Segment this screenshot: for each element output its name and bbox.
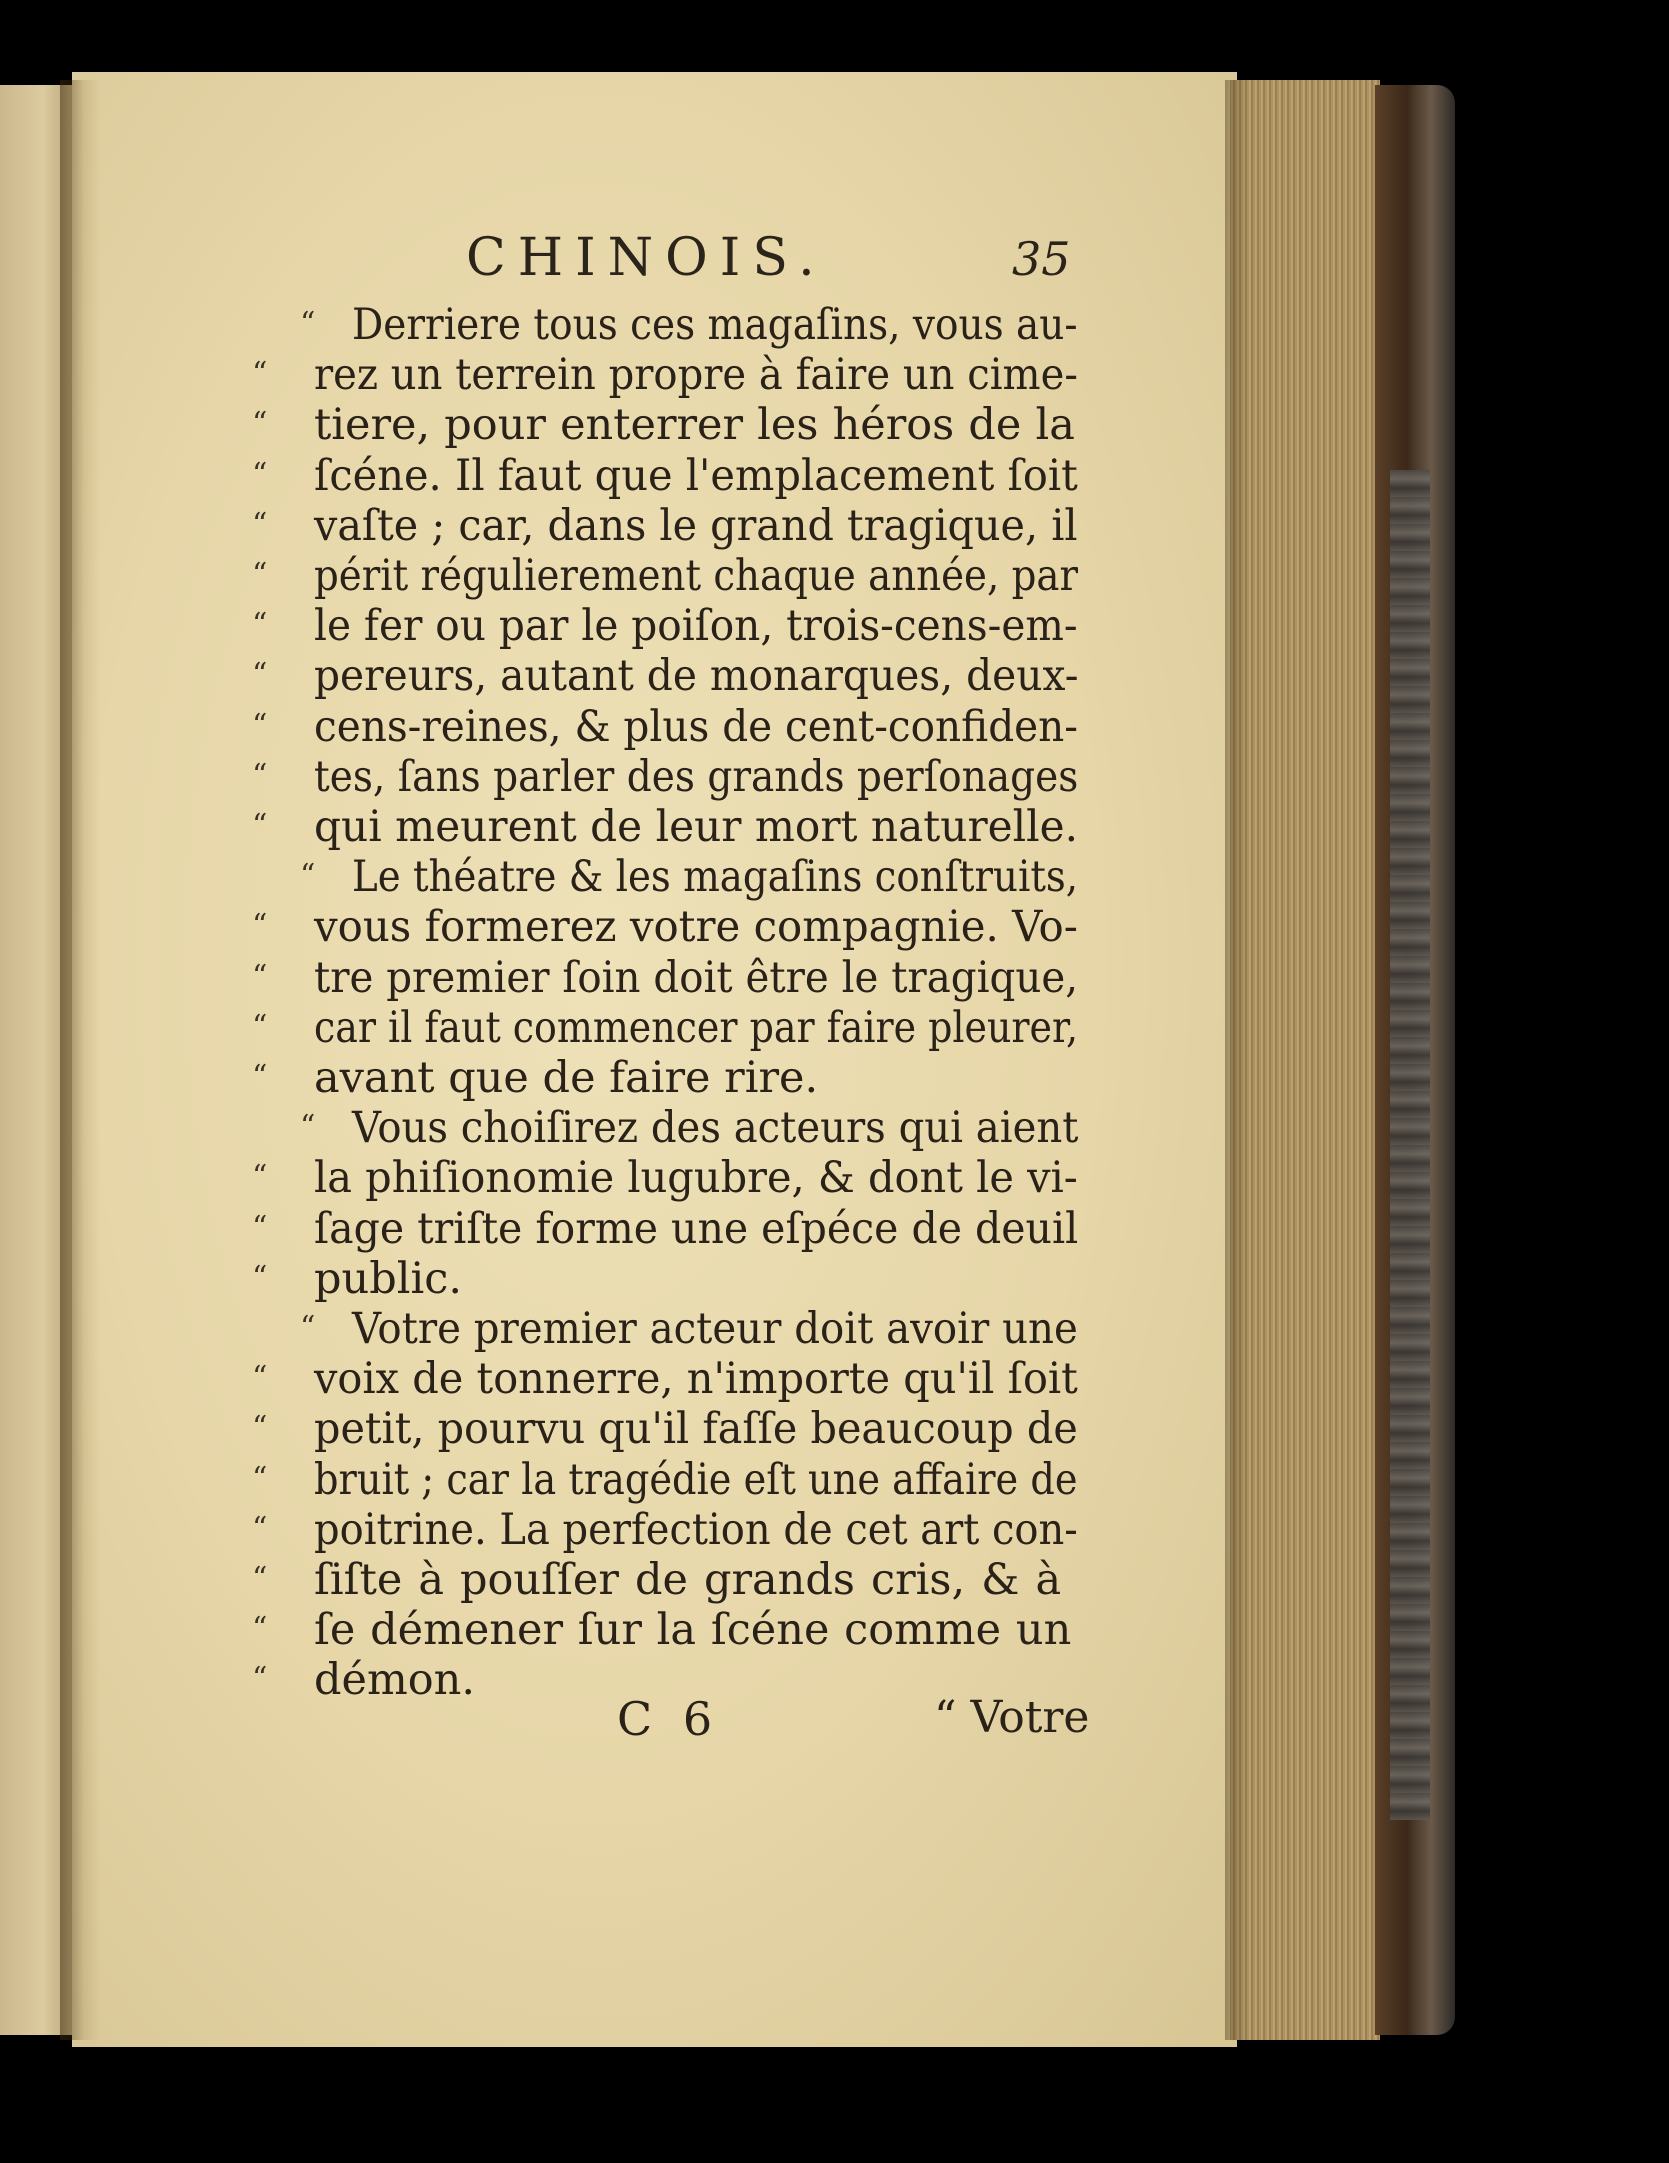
line-text: rez un terrein propre à faire un cime- [314,350,1078,401]
line-text: avant que de faire rire. [314,1053,819,1103]
line-text: voix de tonnerre, n'importe qu'il ſoit [314,1354,1078,1405]
text-line [0,400,1100,450]
line-text: démon. [314,1655,475,1706]
line-text: public. [314,1253,463,1304]
margin-quote-mark: “ [252,607,268,643]
line-text: tes, ſans parler des grands perſonages [314,751,1079,802]
margin-quote-mark: “ [252,808,268,843]
line-text: Vous choiſirez des acteurs qui aient [352,1103,1079,1154]
margin-quote-mark: “ [252,557,268,592]
margin-quote-mark: “ [252,958,268,994]
line-text: cens-reines, & plus de cent-confiden- [314,701,1078,752]
line-text: vous formerez votre compagnie. Vo- [314,902,1078,953]
text-line [0,752,1100,802]
page-block-edges [1230,80,1380,2040]
text-line [0,1053,1100,1103]
margin-quote-mark: “ [252,1259,268,1295]
edge-shadow [1225,80,1249,2040]
text-line [0,551,1100,601]
margin-quote-mark: “ [252,1661,268,1697]
text-line [0,1103,1100,1153]
line-text: bruit ; car la tragédie eſt une affaire de [314,1454,1078,1505]
margin-quote-mark: “ [252,1510,268,1546]
text-line [0,1555,1100,1605]
margin-quote-mark: “ [252,908,268,944]
line-text: pereurs, autant de monarques, deux- [314,651,1079,702]
catchword: “ Votre [934,1692,1090,1743]
margin-quote-mark: “ [252,456,268,492]
margin-quote-mark: “ [252,1460,268,1496]
line-text: la phiſionomie lugubre, & dont le vi- [314,1153,1078,1204]
text-line [0,1254,1100,1304]
line-text: ſcéne. Il faut que l'emplacement ſoit [314,450,1078,501]
line-text: vaſte ; car, dans le grand tragique, il [314,500,1078,551]
margin-quote-mark: “ [252,1008,268,1044]
running-head: CHINOIS. [466,228,827,288]
line-text: ſe démener ſur la ſcéne comme un [314,1605,1072,1656]
text-line [0,802,1100,852]
paragraph-quote-mark: “ [300,1109,316,1145]
page-number: 35 [1012,232,1071,286]
cover-marbling [1390,470,1430,1820]
paragraph-quote-mark: “ [300,306,316,341]
text-line [0,1354,1100,1404]
paragraph-quote-mark: “ [300,1310,316,1345]
text-line [0,852,1100,902]
margin-quote-mark: “ [252,1561,268,1596]
text-line [0,300,1100,350]
line-text: Le théatre & les magaſins conſtruits, [352,852,1079,903]
text-line [0,1204,1100,1254]
margin-quote-mark: “ [252,757,268,793]
margin-quote-mark: “ [252,1209,268,1245]
text-line [0,1003,1100,1053]
line-text: Derriere tous ces magaſins, vous au- [352,300,1078,350]
margin-quote-mark: “ [252,657,268,693]
line-text: ſage triſte forme une eſpéce de deuil [314,1203,1079,1254]
text-line [0,1404,1100,1454]
text-line [0,1455,1100,1505]
margin-quote-mark: “ [252,1360,268,1396]
text-line [0,350,1100,400]
line-text: périt régulierement chaque année, par [314,551,1078,601]
line-text: tiere, pour enterrer les héros de la [314,400,1075,451]
margin-quote-mark: “ [252,406,268,442]
margin-quote-mark: “ [252,1410,268,1446]
line-text: car il faut commencer par faire pleurer, [314,1002,1079,1053]
line-text: poitrine. La perfection de cet art con- [314,1504,1078,1555]
line-text: le fer ou par le poiſon, trois-cens-em- [314,601,1078,652]
text-line [0,651,1100,701]
line-text: ſiſte à pouſſer de grands cris, & à [314,1555,1062,1605]
margin-quote-mark: “ [252,1159,268,1195]
margin-quote-mark: “ [252,506,268,542]
text-line [0,953,1100,1003]
margin-quote-mark: “ [252,1059,268,1094]
line-text: tre premier ſoin doit être le tragique, [314,952,1079,1003]
margin-quote-mark: “ [252,356,268,392]
text-line [0,702,1100,752]
text-line [0,601,1100,651]
line-text: petit, pourvu qu'il faſſe beaucoup de [314,1404,1078,1455]
text-line [0,501,1100,551]
text-line [0,451,1100,501]
text-line [0,1505,1100,1555]
text-line [0,1304,1100,1354]
text-line [0,1153,1100,1203]
margin-quote-mark: “ [252,707,268,743]
paragraph-quote-mark: “ [300,858,316,894]
text-line [0,902,1100,952]
text-line [0,1605,1100,1655]
line-text: qui meurent de leur mort naturelle. [314,802,1079,852]
margin-quote-mark: “ [252,1611,268,1647]
line-text: Votre premier acteur doit avoir une [352,1304,1078,1354]
signature-mark: C 6 [617,1692,721,1746]
